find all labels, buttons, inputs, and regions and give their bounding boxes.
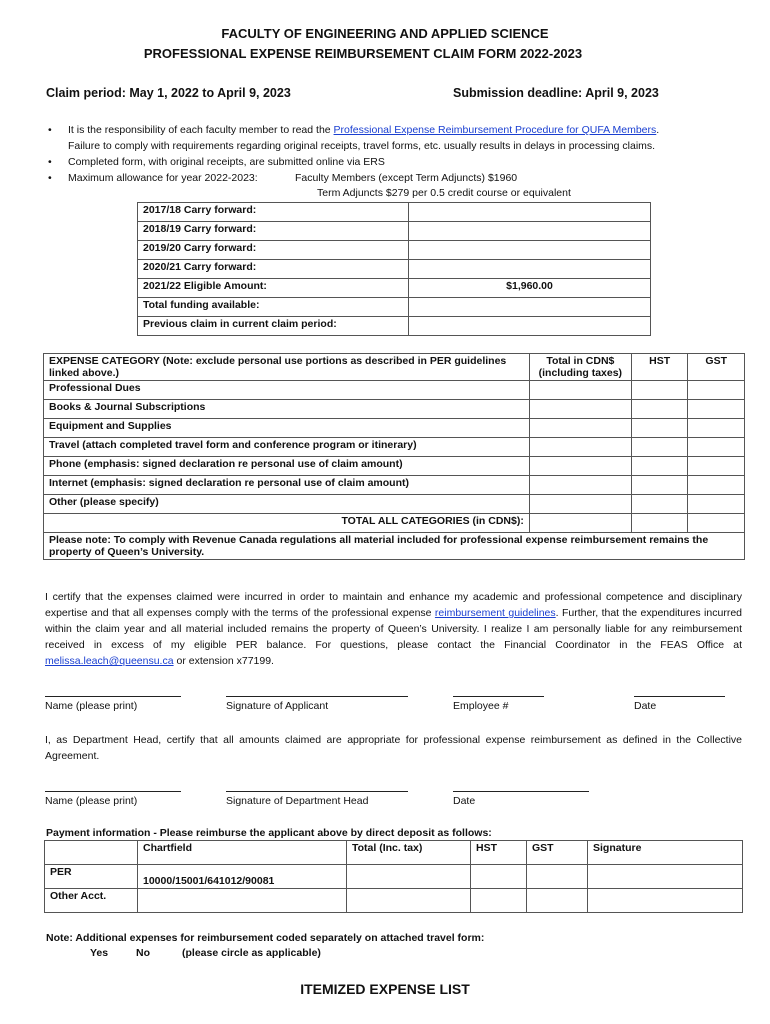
dept-head-name-label: Name (please print) <box>45 795 138 807</box>
payment-total-cell[interactable] <box>347 889 471 913</box>
applicant-signature-line[interactable] <box>226 696 408 697</box>
expense-gst-cell[interactable] <box>688 495 745 514</box>
expense-gst-cell[interactable] <box>688 476 745 495</box>
expense-hst-cell[interactable] <box>631 438 688 457</box>
carry-forward-label: 2020/21 Carry forward: <box>138 260 409 279</box>
travel-form-note: Note: Additional expenses for reimbursement coded separately on attached travel form: <box>46 932 485 944</box>
applicant-name-label: Name (please print) <box>45 700 138 712</box>
payment-signature-cell[interactable] <box>588 865 743 889</box>
dept-head-name-line[interactable] <box>45 791 181 792</box>
carry-forward-value[interactable]: $1,960.00 <box>409 279 651 298</box>
employee-number-line[interactable] <box>453 696 544 697</box>
expense-gst-cell[interactable] <box>688 419 745 438</box>
carry-forward-row <box>138 241 651 260</box>
expense-row <box>44 438 745 457</box>
itemized-expense-list-title: ITEMIZED EXPENSE LIST <box>300 981 470 997</box>
expense-category-label: Travel (attach completed travel form and conference program or itinerary) <box>44 438 530 457</box>
carry-forward-row <box>138 203 651 222</box>
expense-gst-cell[interactable] <box>688 400 745 419</box>
dept-head-signature-line[interactable] <box>226 791 408 792</box>
carry-forward-value[interactable] <box>409 222 651 241</box>
carry-forward-label: 2019/20 Carry forward: <box>138 241 409 260</box>
carry-forward-row <box>138 260 651 279</box>
total-inc-tax-header: Total (Inc. tax) <box>347 841 471 865</box>
expense-total-cell[interactable] <box>529 419 631 438</box>
carry-forward-value[interactable] <box>409 317 651 336</box>
carry-forward-label: Previous claim in current claim period: <box>138 317 409 336</box>
applicant-date-label: Date <box>634 700 657 712</box>
payment-chartfield-value: 10000/15001/641012/90081 <box>138 865 347 889</box>
expense-row <box>44 400 745 419</box>
expense-gst-cell[interactable] <box>688 381 745 400</box>
expense-total-cell[interactable] <box>529 495 631 514</box>
expense-total-cell[interactable] <box>529 457 631 476</box>
payment-row-label: PER <box>45 865 138 889</box>
max-allowance-adjunct: Term Adjuncts $279 per 0.5 credit course or equivalent <box>317 187 571 199</box>
carry-forward-value[interactable] <box>409 203 651 222</box>
per-procedure-link[interactable]: Professional Expense Reimbursement Procedure for QUFA Members <box>333 124 657 136</box>
expense-hst-cell[interactable] <box>631 400 688 419</box>
carry-forward-row <box>138 222 651 241</box>
certification-text: I certify that the expenses claimed were incurred in order to maintain and enhance my academic and professional competence and disciplinary expertise and that all expenses comply with the terms of the professional expense <box>45 591 742 619</box>
instructions-list <box>46 122 736 186</box>
carry-forward-row <box>138 317 651 336</box>
total-all-total-cell[interactable] <box>529 514 631 533</box>
expense-gst-cell[interactable] <box>688 438 745 457</box>
expense-category-label: Internet (emphasis: signed declaration re personal use of claim amount) <box>44 476 530 495</box>
expense-category-label: Books & Journal Subscriptions <box>44 400 530 419</box>
payment-gst-cell[interactable] <box>527 865 588 889</box>
instruction-item <box>46 170 736 186</box>
instruction-text: . <box>656 124 660 136</box>
instruction-text: Failure to comply with requirements regarding original receipts, travel forms, etc. usually results in delays in processing claims. <box>68 140 656 152</box>
expense-category-label: Phone (emphasis: signed declaration re personal use of claim amount) <box>44 457 530 476</box>
total-all-gst-cell[interactable] <box>688 514 745 533</box>
department-head-certification: I, as Department Head, certify that all amounts claimed are appropriate for professional expense reimbursement as defined in the Collective Agreement. <box>45 734 742 762</box>
total-all-categories-label: TOTAL ALL CATEGORIES (in CDN$): <box>44 514 530 533</box>
expense-hst-cell[interactable] <box>631 419 688 438</box>
instruction-text: It is the responsibility of each faculty member to read the <box>68 124 334 136</box>
expense-hst-cell[interactable] <box>631 495 688 514</box>
instruction-item <box>46 122 736 154</box>
hst-header: HST <box>631 354 688 381</box>
carry-forward-row <box>138 279 651 298</box>
max-allowance-faculty: Faculty Members (except Term Adjuncts) $1960 <box>295 172 518 184</box>
claim-period: Claim period: May 1, 2022 to April 9, 2023 <box>46 86 291 100</box>
total-cdn-header: Total in CDN$ (including taxes) <box>529 354 631 381</box>
dept-head-signature-label: Signature of Department Head <box>226 795 369 807</box>
expense-hst-cell[interactable] <box>631 381 688 400</box>
applicant-signature-label: Signature of Applicant <box>226 700 329 712</box>
expense-category-table <box>43 353 745 560</box>
submission-deadline: Submission deadline: April 9, 2023 <box>453 86 659 100</box>
payment-info-heading: Payment information - Please reimburse the applicant above by direct deposit as follows: <box>46 827 492 839</box>
expense-total-cell[interactable] <box>529 381 631 400</box>
gst-header: GST <box>688 354 745 381</box>
employee-number-label: Employee # <box>453 700 509 712</box>
carry-forward-value[interactable] <box>409 241 651 260</box>
instruction-item: • Completed form, with original receipts, are submitted online via ERS <box>46 154 736 170</box>
no-option[interactable]: No <box>136 947 150 959</box>
carry-forward-row <box>138 298 651 317</box>
total-all-hst-cell[interactable] <box>631 514 688 533</box>
payment-gst-cell[interactable] <box>527 889 588 913</box>
dept-head-date-label: Date <box>453 795 476 807</box>
payment-table <box>44 840 743 913</box>
expense-category-label: Equipment and Supplies <box>44 419 530 438</box>
carry-forward-value[interactable] <box>409 260 651 279</box>
carry-forward-label: 2017/18 Carry forward: <box>138 203 409 222</box>
payment-hst-cell[interactable] <box>471 889 527 913</box>
expense-hst-cell[interactable] <box>631 476 688 495</box>
expense-total-cell[interactable] <box>529 400 631 419</box>
expense-row <box>44 457 745 476</box>
expense-category-label: Professional Dues <box>44 381 530 400</box>
carry-forward-label: 2021/22 Eligible Amount: <box>138 279 409 298</box>
form-faculty-title: FACULTY OF ENGINEERING AND APPLIED SCIENCE <box>221 26 549 41</box>
circle-instruction: (please circle as applicable) <box>182 947 321 959</box>
payment-row-label: Other Acct. <box>45 889 138 913</box>
payment-signature-cell[interactable] <box>588 889 743 913</box>
expense-row <box>44 476 745 495</box>
expense-row <box>44 419 745 438</box>
carry-forward-table <box>137 202 651 336</box>
payment-hst-cell[interactable] <box>471 865 527 889</box>
payment-signature-header: Signature <box>588 841 743 865</box>
applicant-date-line[interactable] <box>634 696 725 697</box>
form-title: PROFESSIONAL EXPENSE REIMBURSEMENT CLAIM FORM 2022-2023 <box>143 46 583 61</box>
certification-paragraph <box>45 589 742 669</box>
payment-total-cell[interactable] <box>347 865 471 889</box>
coordinator-email-link[interactable]: melissa.leach@queensu.ca <box>45 655 174 667</box>
payment-header-blank <box>45 841 138 865</box>
yes-option[interactable]: Yes <box>90 947 109 959</box>
expense-row <box>44 381 745 400</box>
expense-total-cell[interactable] <box>529 438 631 457</box>
certification-text: . Further, that the expenditures incurred within the claim year and all material included remains the property of Queen’s University. I realize I am personally liable for any reimbursement received in excess of my eligible PER balance. For questions, please contact the Financial Coordinator in the FEAS Office at <box>45 607 742 651</box>
carry-forward-label: Total funding available: <box>138 298 409 317</box>
payment-gst-header: GST <box>527 841 588 865</box>
max-allowance-label: Maximum allowance for year 2022-2023: <box>68 172 258 184</box>
applicant-name-line[interactable] <box>45 696 181 697</box>
expense-gst-cell[interactable] <box>688 457 745 476</box>
revenue-canada-note: Please note: To comply with Revenue Canada regulations all material included for professional expense reimbursement remains the property of Queen’s University. <box>44 533 745 560</box>
dept-head-date-line[interactable] <box>453 791 589 792</box>
payment-chartfield-value[interactable] <box>138 889 347 913</box>
chartfield-header: Chartfield <box>138 841 347 865</box>
expense-row <box>44 495 745 514</box>
carry-forward-value[interactable] <box>409 298 651 317</box>
payment-hst-header: HST <box>471 841 527 865</box>
expense-category-header: EXPENSE CATEGORY (Note: exclude personal use portions as described in PER guidelines linked above.) <box>44 354 530 381</box>
expense-category-label: Other (please specify) <box>44 495 530 514</box>
expense-total-cell[interactable] <box>529 476 631 495</box>
expense-hst-cell[interactable] <box>631 457 688 476</box>
carry-forward-label: 2018/19 Carry forward: <box>138 222 409 241</box>
reimbursement-guidelines-link[interactable]: reimbursement guidelines <box>434 607 556 619</box>
certification-text: or extension x77199. <box>173 655 274 667</box>
